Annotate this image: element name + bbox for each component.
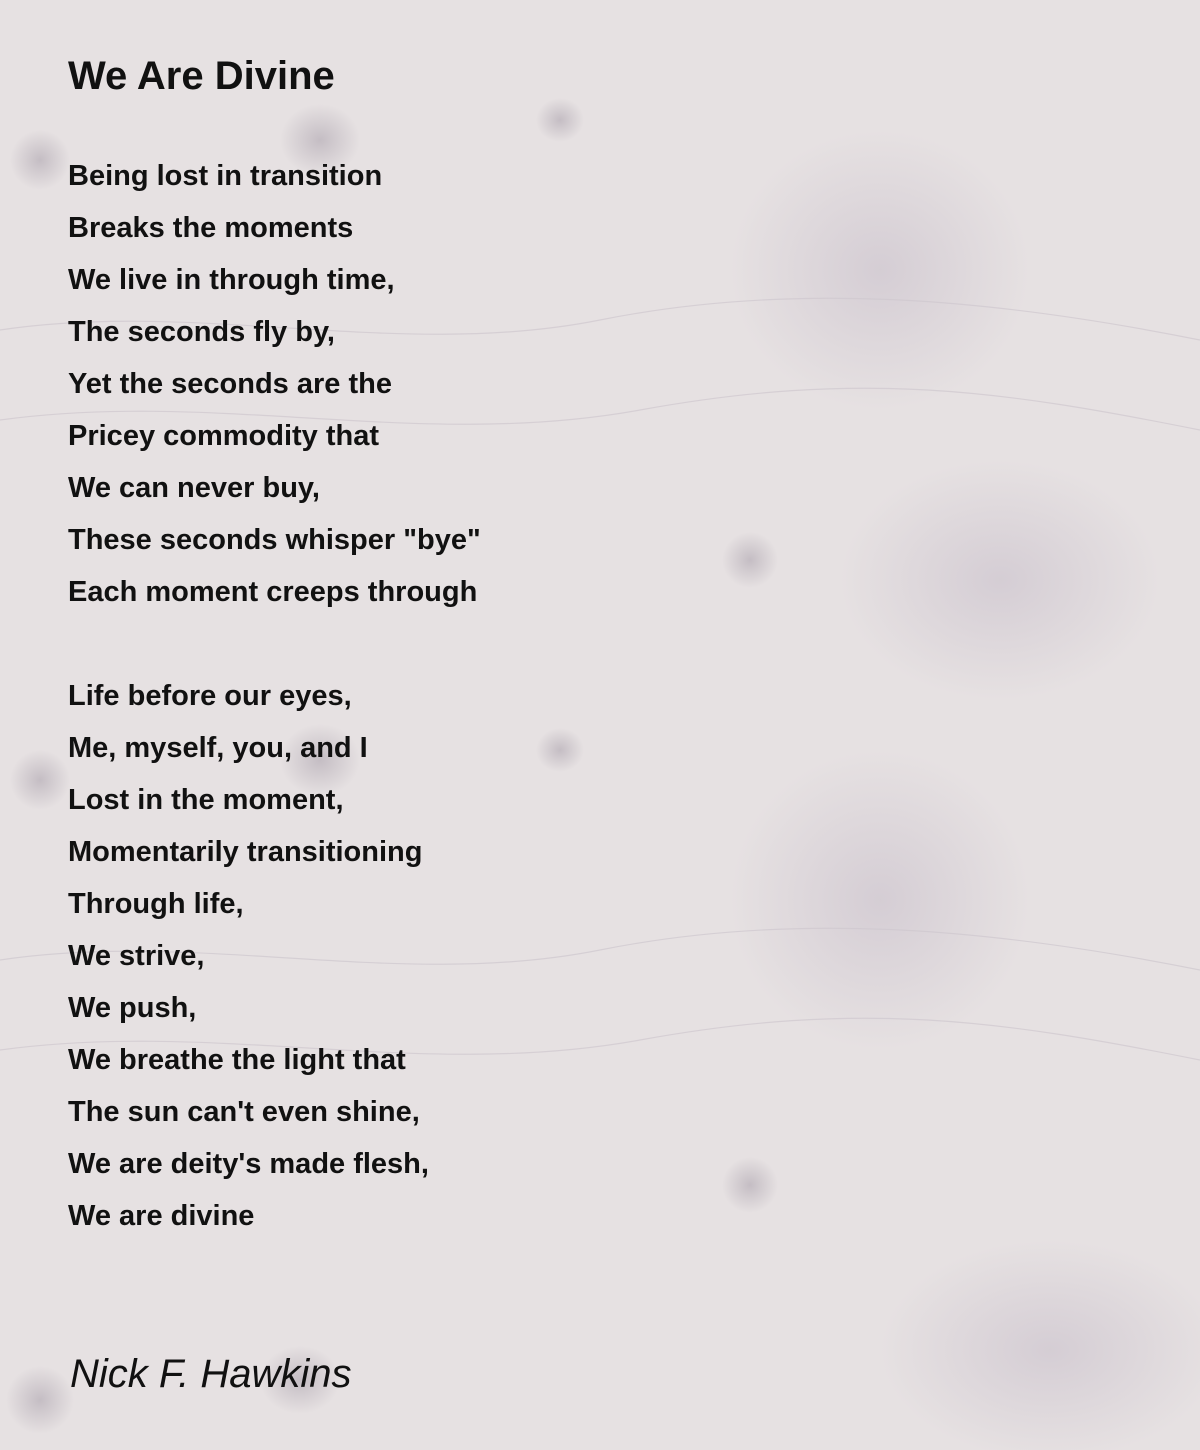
- poem-line: The sun can't even shine,: [68, 1096, 420, 1128]
- poem-title: We Are Divine: [68, 54, 335, 98]
- poem-line: Breaks the moments: [68, 212, 354, 244]
- stanza-1: [68, 150, 481, 618]
- poem-line: We are deity's made flesh,: [68, 1148, 429, 1180]
- poem-line: Pricey commodity that: [68, 420, 380, 452]
- poem-line: Life before our eyes,: [68, 680, 352, 712]
- poem-line: Being lost in transition: [68, 160, 383, 192]
- poem-line: The seconds fly by,: [68, 316, 335, 348]
- poem-line: We live in through time,: [68, 264, 395, 296]
- poem-line: Lost in the moment,: [68, 784, 344, 816]
- poem-author: Nick F. Hawkins: [70, 1352, 352, 1396]
- poem-line: We strive,: [68, 940, 205, 972]
- stanza-2: [68, 670, 429, 1242]
- poem-line: Yet the seconds are the: [68, 368, 392, 400]
- poem-line: Me, myself, you, and I: [68, 732, 368, 764]
- poem-line: We breathe the light that: [68, 1044, 406, 1076]
- poem-line: We can never buy,: [68, 472, 320, 504]
- poem-line: Through life,: [68, 888, 244, 920]
- poem-line: These seconds whisper "bye": [68, 524, 481, 556]
- poem-line: We are divine: [68, 1200, 255, 1232]
- poem-line: Each moment creeps through: [68, 576, 478, 608]
- poem-line: Momentarily transitioning: [68, 836, 423, 868]
- poem-line: We push,: [68, 992, 197, 1024]
